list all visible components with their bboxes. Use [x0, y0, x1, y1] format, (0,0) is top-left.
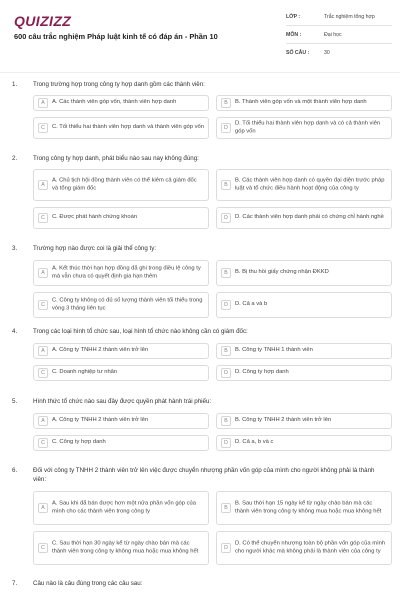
option-b[interactable]	[216, 169, 392, 201]
option-letter: D	[221, 213, 231, 223]
option-text: A. Sau khi đã bán được hơn một nửa phần vốn góp của mình cho các thành viên trong công ty	[52, 500, 196, 514]
option-c[interactable]	[33, 117, 209, 139]
meta-value: 30	[324, 50, 330, 56]
question-number: 4.	[12, 328, 18, 335]
option-text: C. Doanh nghiệp tư nhân	[52, 369, 118, 376]
option-a[interactable]	[33, 491, 209, 525]
option-text: A. Công ty TNHH 2 thành viên trở lên	[52, 347, 149, 354]
option-d[interactable]	[216, 435, 392, 451]
meta-key: LỚP :	[286, 14, 301, 20]
option-c[interactable]	[33, 365, 209, 381]
option-text: C. Tối thiểu hai thành viên hợp danh và thành viên góp vốn	[52, 124, 204, 131]
option-text: D. Tối thiểu hai thành viên hợp danh và có cả thành viên góp vốn	[235, 120, 381, 134]
option-d[interactable]	[216, 365, 392, 381]
question-text: Trường hợp nào được coi là giải thể công ty:	[33, 245, 157, 252]
option-a[interactable]	[33, 343, 209, 359]
option-letter: B	[221, 346, 231, 356]
option-c[interactable]	[33, 531, 209, 565]
meta-value: Trắc nghiệm tổng hợp	[324, 14, 375, 20]
option-text: C. Công ty không có đủ số lượng thành viên tối thiểu trong vòng 3 tháng liên tục	[52, 297, 203, 311]
option-text: B. Các thành viên hợp danh có quyền đại diện trước pháp luật và tổ chức điều hành hoạt động của công ty	[235, 177, 385, 191]
option-a[interactable]	[33, 95, 209, 111]
option-letter: A	[38, 180, 48, 190]
question-number: 7.	[12, 580, 18, 587]
option-text: D. Cả a, b và c	[235, 439, 274, 446]
option-letter: C	[38, 123, 48, 133]
option-text: A. Kết thúc thời hạn hợp đồng đã ghi trong điều lệ công ty mà vẫn chưa có quyết định gia hạn thêm	[52, 265, 201, 279]
option-text: B. Bị thu hồi giấy chứng nhận ĐKKD	[235, 269, 329, 276]
option-text: A. Các thành viên góp vốn, thành viên hợp danh	[52, 99, 177, 106]
meta-value: Đại học	[324, 32, 342, 38]
option-text: A. Chủ tịch hội đồng thành viên có thể kiêm cả giám đốc và tổng giám đốc	[52, 177, 197, 191]
option-letter: C	[38, 300, 48, 310]
question-text: Trong trường hợp trong công ty hợp danh gồm các thành viên:	[33, 81, 205, 88]
option-letter: C	[38, 368, 48, 378]
meta-key: SỐ CÂU :	[286, 50, 310, 56]
option-letter: A	[38, 346, 48, 356]
question-number: 2.	[12, 155, 18, 162]
option-letter: D	[221, 300, 231, 310]
question-text: Đối với công ty TNHH 2 thành viên trở lên việc được chuyển nhượng phần vốn góp của mình cho người không phải là thành viên:	[33, 467, 375, 483]
option-text: C. Được phát hành chứng khoán	[52, 214, 138, 221]
question-number: 1.	[12, 81, 18, 88]
option-b[interactable]	[216, 491, 392, 525]
option-text: C. Sau thời hạn 30 ngày kể từ ngày chào bán mà các thành viên trong công ty không mua hoặc mua không hết	[52, 540, 199, 554]
option-letter: B	[221, 268, 231, 278]
option-d[interactable]	[216, 117, 392, 139]
meta-row-class	[286, 12, 392, 26]
option-text: D. Có thể chuyển nhượng toàn bộ phần vốn góp của mình cho người khác mà không phải là thành viên của công ty	[235, 540, 386, 554]
option-letter: D	[221, 123, 231, 133]
option-c[interactable]	[33, 207, 209, 229]
option-text: D. Các thành viên hợp danh phải có chứng chỉ hành nghề	[235, 214, 384, 221]
option-letter: A	[38, 98, 48, 108]
option-letter: B	[221, 180, 231, 190]
worksheet-meta	[286, 12, 392, 66]
option-b[interactable]	[216, 95, 392, 111]
option-letter: D	[221, 438, 231, 448]
option-letter: A	[38, 416, 48, 426]
option-a[interactable]	[33, 260, 209, 286]
meta-row-count	[286, 48, 392, 62]
option-text: B. Sau thời hạn 15 ngày kể từ ngày chào bán mà các thành viên trong công ty không mua hoặc mua không hết	[235, 500, 382, 514]
option-letter: C	[38, 543, 48, 553]
option-letter: A	[38, 268, 48, 278]
option-letter: B	[221, 416, 231, 426]
meta-row-subject	[286, 30, 392, 44]
option-d[interactable]	[216, 292, 392, 318]
question-text: Trong công ty hợp danh, phát biểu nào sau nay không đúng:	[33, 155, 199, 162]
question-number: 6.	[12, 467, 18, 474]
question-number: 3.	[12, 245, 18, 252]
option-text: B. Công ty TNHH 2 thành viên trở lên	[235, 417, 332, 424]
option-b[interactable]	[216, 413, 392, 429]
option-text: B. Thành viên góp vốn và một thành viên hợp danh	[235, 99, 367, 106]
question-text: Hình thức tổ chức nào sau đây được quyền phát hành trái phiếu:	[33, 398, 212, 405]
option-letter: D	[221, 543, 231, 553]
option-text: D. Công ty hợp danh	[235, 369, 289, 376]
option-d[interactable]	[216, 531, 392, 565]
question-text: Câu nào là câu đúng trong các câu sau:	[33, 580, 143, 587]
option-letter: C	[38, 213, 48, 223]
option-d[interactable]	[216, 207, 392, 229]
option-b[interactable]	[216, 343, 392, 359]
quizizz-logo: QUIZIZZ	[14, 13, 72, 29]
option-letter: D	[221, 368, 231, 378]
option-a[interactable]	[33, 169, 209, 201]
option-text: C. Công ty hợp danh	[52, 439, 106, 446]
option-a[interactable]	[33, 413, 209, 429]
option-letter: B	[221, 98, 231, 108]
option-text: D. Cả a và b	[235, 301, 268, 308]
question-number: 5.	[12, 398, 18, 405]
option-text: A. Công ty TNHH 2 thành viên trở lên	[52, 417, 149, 424]
worksheet-title: 600 câu trắc nghiệm Pháp luật kinh tế có đáp án - Phần 10	[14, 32, 218, 41]
question-text: Trong các loại hình tổ chức sau, loại hình tổ chức nào không cần có giám đốc:	[33, 328, 248, 335]
meta-key: MÔN :	[286, 32, 302, 38]
option-text: B. Công ty TNHH 1 thành viên	[235, 347, 313, 354]
option-c[interactable]	[33, 292, 209, 318]
option-letter: C	[38, 438, 48, 448]
option-c[interactable]	[33, 435, 209, 451]
option-b[interactable]	[216, 260, 392, 286]
option-letter: A	[38, 503, 48, 513]
worksheet-header	[0, 0, 400, 66]
option-letter: B	[221, 503, 231, 513]
header-divider	[0, 72, 400, 73]
